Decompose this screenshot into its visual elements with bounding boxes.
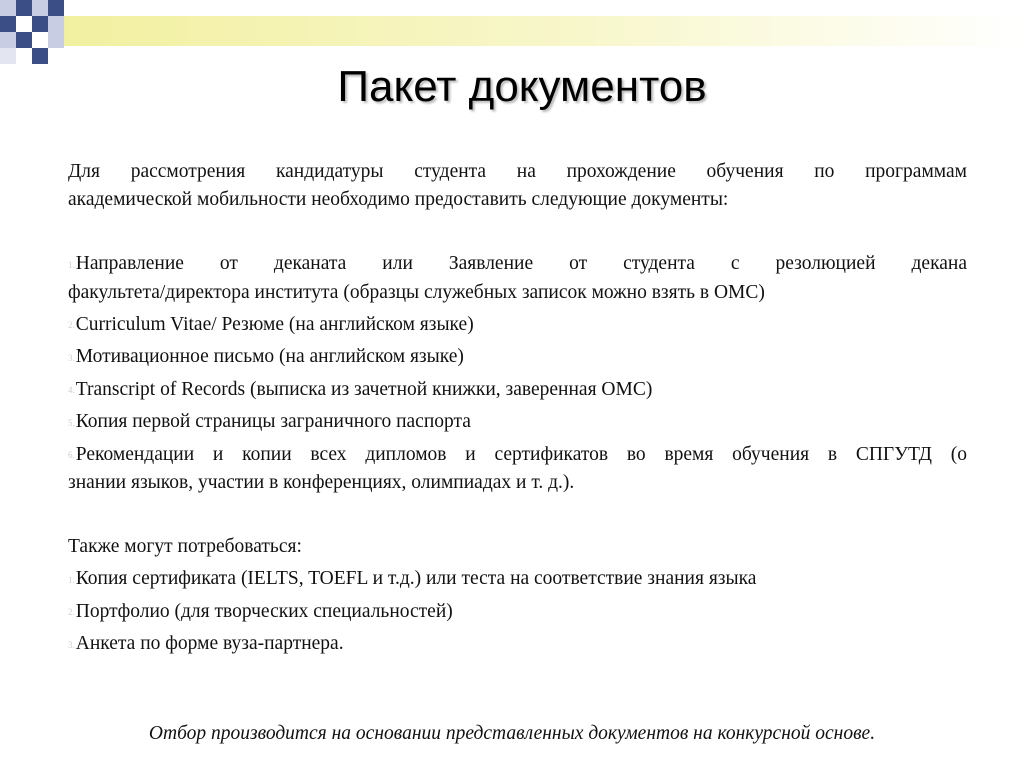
header-bar [60,16,1024,46]
intro-line-2: академической мобильности необходимо предоставить следующие документы: [68,189,729,210]
list-item [68,311,967,340]
intro-paragraph [68,158,967,214]
list-item [68,565,967,594]
list-item [68,408,967,437]
list-item [68,630,967,659]
item-text: Рекомендации и копии всех дипломов и сертификатов во время обучения в СПГУТД (о [75,443,967,465]
required-list [68,250,967,497]
item-text: Transcript of Records (выписка из зачетной книжки, заверенная ОМС) [75,378,653,400]
intro-line-1: Для рассмотрения кандидатуры студента на прохождение обучения по программам [68,161,967,182]
optional-heading: Также могут потребоваться: [68,536,302,558]
item-number: 5. [68,417,75,428]
list-item [68,598,967,627]
header-decoration [0,0,1024,64]
item-text: Анкета по форме вуза-партнера. [75,633,344,655]
item-text: Мотивационное письмо (на английском языке) [75,346,464,368]
list-item [68,250,967,307]
item-text-cont: факультета/директора института (образцы служебных записок можно взять в ОМС) [68,281,765,303]
document-body [68,158,967,659]
item-number: 2. [68,607,75,618]
item-number: 2. [68,320,75,331]
selection-note: Отбор производится на основании представленных документов на конкурсной основе. [148,722,876,744]
item-text: Копия первой страницы заграничного паспорта [75,411,471,433]
item-number: 1. [68,259,75,270]
list-item [68,343,967,372]
item-number: 6. [68,450,75,461]
item-text: Направление от деканата или Заявление от студента с резолюцией декана [75,253,967,274]
item-number: 4. [68,385,75,396]
item-text: Портфолио (для творческих специальностей) [75,600,453,622]
item-number: 3. [68,352,75,363]
list-item [68,376,967,405]
item-number: 3. [68,639,75,650]
item-text-cont: знании языков, участии в конференциях, олимпиадах и т. д.). [68,472,575,494]
item-number: 1. [68,574,75,585]
page-title: Пакет документов [337,62,707,111]
item-text: Curriculum Vitae/ Резюме (на английском языке) [75,313,474,335]
optional-list [68,565,967,659]
item-text: Копия сертификата (IELTS, TOEFL и т.д.) или теста на соответствие знания языка [75,568,757,590]
list-item [68,441,967,498]
squares-pattern [0,0,64,64]
